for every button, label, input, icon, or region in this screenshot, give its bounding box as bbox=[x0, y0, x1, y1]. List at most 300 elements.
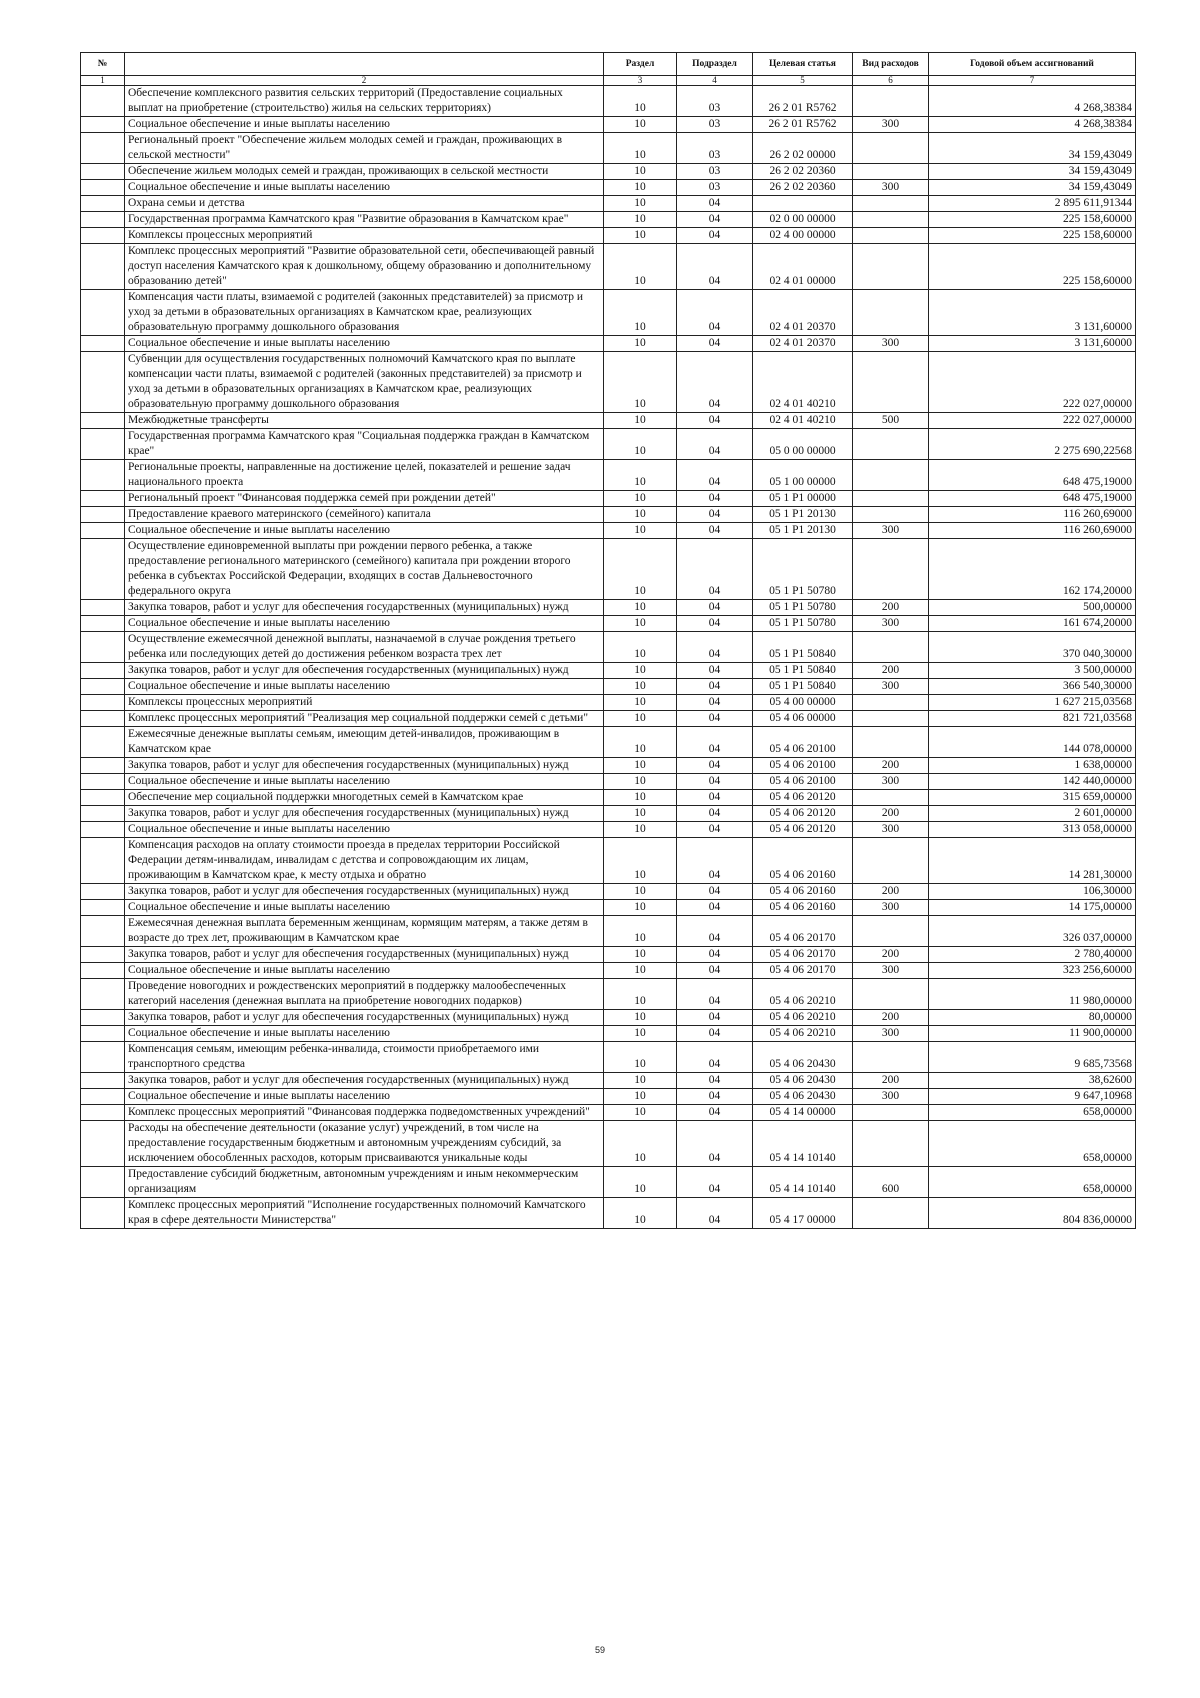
row-section: 10 bbox=[604, 244, 677, 290]
row-number-cell bbox=[81, 429, 125, 460]
row-name: Государственная программа Камчатского края "Социальная поддержка граждан в Камчатском крае" bbox=[125, 429, 604, 460]
row-section: 10 bbox=[604, 758, 677, 774]
table-row bbox=[81, 963, 1136, 979]
row-target-article: 05 4 06 20170 bbox=[753, 963, 853, 979]
row-name: Проведение новогодних и рождественских мероприятий в поддержку малообеспеченных категорий населения (денежная выплата на приобретение новогодних подарков) bbox=[125, 979, 604, 1010]
row-amount: 658,00000 bbox=[929, 1121, 1136, 1167]
row-number-cell bbox=[81, 884, 125, 900]
row-amount: 116 260,69000 bbox=[929, 523, 1136, 539]
header-section: Раздел bbox=[604, 53, 677, 76]
row-amount: 323 256,60000 bbox=[929, 963, 1136, 979]
table-row bbox=[81, 336, 1136, 352]
row-expense-type: 300 bbox=[853, 963, 929, 979]
row-target-article: 05 4 06 20160 bbox=[753, 838, 853, 884]
row-expense-type: 200 bbox=[853, 1010, 929, 1026]
row-subsection: 04 bbox=[677, 916, 753, 947]
row-section: 10 bbox=[604, 679, 677, 695]
row-expense-type bbox=[853, 727, 929, 758]
row-name: Социальное обеспечение и иные выплаты населению bbox=[125, 900, 604, 916]
row-target-article: 26 2 02 20360 bbox=[753, 164, 853, 180]
row-amount: 225 158,60000 bbox=[929, 228, 1136, 244]
row-expense-type bbox=[853, 429, 929, 460]
row-subsection: 04 bbox=[677, 1105, 753, 1121]
row-section: 10 bbox=[604, 1121, 677, 1167]
row-number-cell bbox=[81, 790, 125, 806]
row-number-cell bbox=[81, 806, 125, 822]
table-row bbox=[81, 228, 1136, 244]
row-target-article: 05 1 00 00000 bbox=[753, 460, 853, 491]
table-row bbox=[81, 916, 1136, 947]
table-row bbox=[81, 727, 1136, 758]
row-subsection: 04 bbox=[677, 806, 753, 822]
row-expense-type: 300 bbox=[853, 1026, 929, 1042]
row-subsection: 04 bbox=[677, 212, 753, 228]
header-annual-volume: Годовой объем ассигнований bbox=[929, 53, 1136, 76]
row-section: 10 bbox=[604, 1105, 677, 1121]
row-name: Закупка товаров, работ и услуг для обеспечения государственных (муниципальных) нужд bbox=[125, 758, 604, 774]
row-name: Комплекс процессных мероприятий "Финансовая поддержка подведомственных учреждений" bbox=[125, 1105, 604, 1121]
row-number-cell bbox=[81, 117, 125, 133]
row-target-article: 05 4 06 20210 bbox=[753, 1010, 853, 1026]
row-section: 10 bbox=[604, 180, 677, 196]
row-section: 10 bbox=[604, 822, 677, 838]
row-section: 10 bbox=[604, 429, 677, 460]
table-row bbox=[81, 632, 1136, 663]
row-number-cell bbox=[81, 180, 125, 196]
row-section: 10 bbox=[604, 523, 677, 539]
row-number-cell bbox=[81, 1167, 125, 1198]
row-target-article: 05 4 06 20160 bbox=[753, 884, 853, 900]
row-subsection: 04 bbox=[677, 963, 753, 979]
row-amount: 2 895 611,91344 bbox=[929, 196, 1136, 212]
table-row bbox=[81, 822, 1136, 838]
row-target-article: 26 2 02 00000 bbox=[753, 133, 853, 164]
table-row bbox=[81, 1167, 1136, 1198]
row-expense-type: 600 bbox=[853, 1167, 929, 1198]
row-expense-type bbox=[853, 164, 929, 180]
row-name: Социальное обеспечение и иные выплаты населению bbox=[125, 963, 604, 979]
row-section: 10 bbox=[604, 228, 677, 244]
row-expense-type: 200 bbox=[853, 947, 929, 963]
table-row bbox=[81, 774, 1136, 790]
row-name: Закупка товаров, работ и услуг для обеспечения государственных (муниципальных) нужд bbox=[125, 884, 604, 900]
row-target-article: 05 4 06 20120 bbox=[753, 806, 853, 822]
row-number-cell bbox=[81, 900, 125, 916]
table-row bbox=[81, 600, 1136, 616]
table-row bbox=[81, 164, 1136, 180]
row-number-cell bbox=[81, 758, 125, 774]
row-target-article: 05 4 14 10140 bbox=[753, 1167, 853, 1198]
row-section: 10 bbox=[604, 711, 677, 727]
row-target-article: 02 4 01 20370 bbox=[753, 336, 853, 352]
row-amount: 658,00000 bbox=[929, 1167, 1136, 1198]
table-row bbox=[81, 460, 1136, 491]
row-number-cell bbox=[81, 336, 125, 352]
row-expense-type bbox=[853, 711, 929, 727]
row-section: 10 bbox=[604, 117, 677, 133]
column-number: 5 bbox=[753, 76, 853, 86]
table-row bbox=[81, 616, 1136, 632]
row-section: 10 bbox=[604, 727, 677, 758]
table-row bbox=[81, 1121, 1136, 1167]
row-subsection: 04 bbox=[677, 947, 753, 963]
row-name: Комплекс процессных мероприятий "Развитие образовательной сети, обеспечивающей равный доступ населения Камчатского края к дошкольному, общему образованию и дополнительному образованию детей" bbox=[125, 244, 604, 290]
row-expense-type bbox=[853, 916, 929, 947]
row-number-cell bbox=[81, 523, 125, 539]
row-number-cell bbox=[81, 632, 125, 663]
column-number: 7 bbox=[929, 76, 1136, 86]
row-target-article: 26 2 02 20360 bbox=[753, 180, 853, 196]
row-name: Комплекс процессных мероприятий "Исполнение государственных полномочий Камчатского края в сфере деятельности Министерства" bbox=[125, 1198, 604, 1229]
row-number-cell bbox=[81, 838, 125, 884]
row-amount: 38,62600 bbox=[929, 1073, 1136, 1089]
table-row bbox=[81, 695, 1136, 711]
column-number: 2 bbox=[125, 76, 604, 86]
row-section: 10 bbox=[604, 632, 677, 663]
row-target-article: 05 4 06 20120 bbox=[753, 790, 853, 806]
row-name: Компенсация расходов на оплату стоимости проезда в пределах территории Российской Федерации детям-инвалидам, инвалидам с детства и сопровождающим их лицам, проживающим в Камчатском крае, к месту отдыха и обратно bbox=[125, 838, 604, 884]
row-number-cell bbox=[81, 460, 125, 491]
row-expense-type: 300 bbox=[853, 180, 929, 196]
row-number-cell bbox=[81, 774, 125, 790]
row-section: 10 bbox=[604, 413, 677, 429]
row-subsection: 04 bbox=[677, 491, 753, 507]
row-section: 10 bbox=[604, 884, 677, 900]
row-name: Социальное обеспечение и иные выплаты населению bbox=[125, 523, 604, 539]
row-subsection: 04 bbox=[677, 695, 753, 711]
row-name: Закупка товаров, работ и услуг для обеспечения государственных (муниципальных) нужд bbox=[125, 806, 604, 822]
row-name: Закупка товаров, работ и услуг для обеспечения государственных (муниципальных) нужд bbox=[125, 663, 604, 679]
row-name: Обеспечение мер социальной поддержки многодетных семей в Камчатском крае bbox=[125, 790, 604, 806]
row-name: Закупка товаров, работ и услуг для обеспечения государственных (муниципальных) нужд bbox=[125, 1010, 604, 1026]
row-subsection: 04 bbox=[677, 600, 753, 616]
row-expense-type bbox=[853, 790, 929, 806]
row-expense-type bbox=[853, 1198, 929, 1229]
row-target-article: 05 4 06 20100 bbox=[753, 727, 853, 758]
row-subsection: 04 bbox=[677, 228, 753, 244]
row-subsection: 04 bbox=[677, 663, 753, 679]
row-section: 10 bbox=[604, 663, 677, 679]
row-number-cell bbox=[81, 164, 125, 180]
row-expense-type bbox=[853, 290, 929, 336]
row-section: 10 bbox=[604, 916, 677, 947]
row-section: 10 bbox=[604, 900, 677, 916]
column-number: 1 bbox=[81, 76, 125, 86]
row-expense-type: 300 bbox=[853, 117, 929, 133]
row-amount: 658,00000 bbox=[929, 1105, 1136, 1121]
row-number-cell bbox=[81, 822, 125, 838]
row-subsection: 04 bbox=[677, 727, 753, 758]
row-section: 10 bbox=[604, 979, 677, 1010]
row-amount: 370 040,30000 bbox=[929, 632, 1136, 663]
table-row bbox=[81, 838, 1136, 884]
row-expense-type bbox=[853, 244, 929, 290]
column-number: 4 bbox=[677, 76, 753, 86]
row-target-article: 05 4 06 20160 bbox=[753, 900, 853, 916]
row-amount: 142 440,00000 bbox=[929, 774, 1136, 790]
row-amount: 1 627 215,03568 bbox=[929, 695, 1136, 711]
row-amount: 4 268,38384 bbox=[929, 117, 1136, 133]
row-target-article: 02 4 01 40210 bbox=[753, 413, 853, 429]
table-row bbox=[81, 507, 1136, 523]
row-subsection: 04 bbox=[677, 1198, 753, 1229]
row-expense-type: 200 bbox=[853, 884, 929, 900]
row-name: Межбюджетные трансферты bbox=[125, 413, 604, 429]
header-subsection: Подраздел bbox=[677, 53, 753, 76]
row-amount: 116 260,69000 bbox=[929, 507, 1136, 523]
row-expense-type bbox=[853, 86, 929, 117]
table-row bbox=[81, 758, 1136, 774]
row-target-article: 02 4 01 00000 bbox=[753, 244, 853, 290]
row-expense-type: 200 bbox=[853, 806, 929, 822]
row-amount: 366 540,30000 bbox=[929, 679, 1136, 695]
row-name: Компенсация семьям, имеющим ребенка-инвалида, стоимости приобретаемого ими транспортного средства bbox=[125, 1042, 604, 1073]
table-row bbox=[81, 290, 1136, 336]
row-target-article: 05 4 14 10140 bbox=[753, 1121, 853, 1167]
row-subsection: 03 bbox=[677, 86, 753, 117]
row-subsection: 04 bbox=[677, 352, 753, 413]
row-target-article: 02 4 01 20370 bbox=[753, 290, 853, 336]
row-subsection: 04 bbox=[677, 244, 753, 290]
row-section: 10 bbox=[604, 1010, 677, 1026]
row-name: Ежемесячные денежные выплаты семьям, имеющим детей-инвалидов, проживающим в Камчатском крае bbox=[125, 727, 604, 758]
row-number-cell bbox=[81, 86, 125, 117]
table-header-row bbox=[81, 53, 1136, 76]
row-amount: 11 900,00000 bbox=[929, 1026, 1136, 1042]
row-number-cell bbox=[81, 947, 125, 963]
row-target-article: 05 1 P1 00000 bbox=[753, 491, 853, 507]
row-expense-type: 300 bbox=[853, 616, 929, 632]
row-section: 10 bbox=[604, 336, 677, 352]
row-expense-type bbox=[853, 1105, 929, 1121]
budget-document bbox=[80, 52, 1135, 1229]
row-name: Региональные проекты, направленные на достижение целей, показателей и решение задач национального проекта bbox=[125, 460, 604, 491]
row-number-cell bbox=[81, 663, 125, 679]
row-amount: 648 475,19000 bbox=[929, 491, 1136, 507]
row-amount: 3 500,00000 bbox=[929, 663, 1136, 679]
row-name: Компенсация части платы, взимаемой с родителей (законных представителей) за присмотр и уход за детьми в образовательных организациях в Камчатском крае, реализующих образовательную программу дошкольного образования bbox=[125, 290, 604, 336]
row-name: Предоставление краевого материнского (семейного) капитала bbox=[125, 507, 604, 523]
row-target-article: 05 1 P1 50840 bbox=[753, 632, 853, 663]
row-name: Социальное обеспечение и иные выплаты населению bbox=[125, 679, 604, 695]
row-subsection: 04 bbox=[677, 290, 753, 336]
row-subsection: 04 bbox=[677, 460, 753, 491]
row-section: 10 bbox=[604, 1073, 677, 1089]
row-number-cell bbox=[81, 539, 125, 600]
row-number-cell bbox=[81, 1042, 125, 1073]
row-expense-type bbox=[853, 1042, 929, 1073]
row-name: Социальное обеспечение и иные выплаты населению bbox=[125, 822, 604, 838]
table-row bbox=[81, 884, 1136, 900]
row-target-article: 05 4 06 20210 bbox=[753, 979, 853, 1010]
row-section: 10 bbox=[604, 212, 677, 228]
row-target-article: 05 4 06 20210 bbox=[753, 1026, 853, 1042]
row-expense-type bbox=[853, 979, 929, 1010]
row-subsection: 04 bbox=[677, 822, 753, 838]
row-name: Социальное обеспечение и иные выплаты населению bbox=[125, 180, 604, 196]
header-name bbox=[125, 53, 604, 76]
row-target-article: 05 1 P1 50840 bbox=[753, 663, 853, 679]
row-section: 10 bbox=[604, 600, 677, 616]
row-subsection: 04 bbox=[677, 1010, 753, 1026]
row-section: 10 bbox=[604, 790, 677, 806]
row-amount: 14 281,30000 bbox=[929, 838, 1136, 884]
table-row bbox=[81, 711, 1136, 727]
row-subsection: 04 bbox=[677, 1089, 753, 1105]
row-target-article: 02 0 00 00000 bbox=[753, 212, 853, 228]
row-amount: 315 659,00000 bbox=[929, 790, 1136, 806]
row-name: Предоставление субсидий бюджетным, автономным учреждениям и иным некоммерческим организациям bbox=[125, 1167, 604, 1198]
row-target-article: 05 4 00 00000 bbox=[753, 695, 853, 711]
row-number-cell bbox=[81, 1198, 125, 1229]
row-expense-type: 200 bbox=[853, 663, 929, 679]
row-section: 10 bbox=[604, 164, 677, 180]
row-number-cell bbox=[81, 1105, 125, 1121]
row-target-article: 26 2 01 R5762 bbox=[753, 117, 853, 133]
row-expense-type bbox=[853, 212, 929, 228]
row-expense-type: 200 bbox=[853, 600, 929, 616]
row-amount: 4 268,38384 bbox=[929, 86, 1136, 117]
row-target-article: 05 4 06 00000 bbox=[753, 711, 853, 727]
table-row bbox=[81, 1042, 1136, 1073]
row-section: 10 bbox=[604, 806, 677, 822]
row-expense-type: 200 bbox=[853, 758, 929, 774]
table-row bbox=[81, 523, 1136, 539]
row-amount: 34 159,43049 bbox=[929, 164, 1136, 180]
row-expense-type: 300 bbox=[853, 679, 929, 695]
row-expense-type bbox=[853, 507, 929, 523]
row-number-cell bbox=[81, 695, 125, 711]
row-number-cell bbox=[81, 507, 125, 523]
row-target-article: 05 0 00 00000 bbox=[753, 429, 853, 460]
row-target-article: 02 4 00 00000 bbox=[753, 228, 853, 244]
row-amount: 3 131,60000 bbox=[929, 336, 1136, 352]
table-row bbox=[81, 900, 1136, 916]
row-name: Закупка товаров, работ и услуг для обеспечения государственных (муниципальных) нужд bbox=[125, 600, 604, 616]
row-subsection: 04 bbox=[677, 196, 753, 212]
row-subsection: 04 bbox=[677, 774, 753, 790]
row-target-article bbox=[753, 196, 853, 212]
row-subsection: 04 bbox=[677, 1167, 753, 1198]
row-amount: 9 647,10968 bbox=[929, 1089, 1136, 1105]
row-amount: 11 980,00000 bbox=[929, 979, 1136, 1010]
row-section: 10 bbox=[604, 460, 677, 491]
row-target-article: 05 1 P1 20130 bbox=[753, 507, 853, 523]
table-row bbox=[81, 1089, 1136, 1105]
row-name: Обеспечение комплексного развития сельских территорий (Предоставление социальных выплат на приобретение (строительство) жилья на сельских территориях) bbox=[125, 86, 604, 117]
row-section: 10 bbox=[604, 695, 677, 711]
table-row bbox=[81, 1198, 1136, 1229]
row-number-cell bbox=[81, 133, 125, 164]
row-number-cell bbox=[81, 1121, 125, 1167]
row-amount: 225 158,60000 bbox=[929, 212, 1136, 228]
row-target-article: 05 4 14 00000 bbox=[753, 1105, 853, 1121]
table-row bbox=[81, 491, 1136, 507]
row-subsection: 04 bbox=[677, 679, 753, 695]
table-row bbox=[81, 180, 1136, 196]
row-number-cell bbox=[81, 491, 125, 507]
row-section: 10 bbox=[604, 947, 677, 963]
row-expense-type: 500 bbox=[853, 413, 929, 429]
table-row bbox=[81, 117, 1136, 133]
table-row bbox=[81, 539, 1136, 600]
row-name: Социальное обеспечение и иные выплаты населению bbox=[125, 117, 604, 133]
row-target-article: 05 4 17 00000 bbox=[753, 1198, 853, 1229]
row-number-cell bbox=[81, 413, 125, 429]
table-row bbox=[81, 133, 1136, 164]
row-amount: 9 685,73568 bbox=[929, 1042, 1136, 1073]
column-number: 6 bbox=[853, 76, 929, 86]
row-target-article: 05 4 06 20430 bbox=[753, 1073, 853, 1089]
row-amount: 2 780,40000 bbox=[929, 947, 1136, 963]
row-section: 10 bbox=[604, 290, 677, 336]
row-subsection: 04 bbox=[677, 1042, 753, 1073]
row-name: Закупка товаров, работ и услуг для обеспечения государственных (муниципальных) нужд bbox=[125, 1073, 604, 1089]
row-expense-type bbox=[853, 695, 929, 711]
row-amount: 144 078,00000 bbox=[929, 727, 1136, 758]
row-target-article: 05 4 06 20430 bbox=[753, 1042, 853, 1073]
row-name: Региональный проект "Финансовая поддержка семей при рождении детей" bbox=[125, 491, 604, 507]
row-number-cell bbox=[81, 1026, 125, 1042]
row-expense-type: 300 bbox=[853, 336, 929, 352]
row-number-cell bbox=[81, 979, 125, 1010]
row-section: 10 bbox=[604, 539, 677, 600]
row-subsection: 04 bbox=[677, 790, 753, 806]
row-target-article: 02 4 01 40210 bbox=[753, 352, 853, 413]
row-section: 10 bbox=[604, 963, 677, 979]
row-subsection: 04 bbox=[677, 632, 753, 663]
row-target-article: 05 4 06 20100 bbox=[753, 774, 853, 790]
row-name: Закупка товаров, работ и услуг для обеспечения государственных (муниципальных) нужд bbox=[125, 947, 604, 963]
row-number-cell bbox=[81, 196, 125, 212]
row-name: Региональный проект "Обеспечение жильем молодых семей и граждан, проживающих в сельской местности" bbox=[125, 133, 604, 164]
row-name: Осуществление ежемесячной денежной выплаты, назначаемой в случае рождения третьего ребенка или последующих детей до достижения ребенком возраста трех лет bbox=[125, 632, 604, 663]
row-subsection: 04 bbox=[677, 523, 753, 539]
row-name: Социальное обеспечение и иные выплаты населению bbox=[125, 616, 604, 632]
row-amount: 500,00000 bbox=[929, 600, 1136, 616]
table-row bbox=[81, 352, 1136, 413]
row-amount: 3 131,60000 bbox=[929, 290, 1136, 336]
row-subsection: 04 bbox=[677, 616, 753, 632]
column-number: 3 bbox=[604, 76, 677, 86]
table-row bbox=[81, 790, 1136, 806]
row-expense-type bbox=[853, 1121, 929, 1167]
page-number: 59 bbox=[594, 1645, 605, 1655]
row-subsection: 04 bbox=[677, 1026, 753, 1042]
row-target-article: 05 4 06 20430 bbox=[753, 1089, 853, 1105]
row-expense-type: 300 bbox=[853, 822, 929, 838]
row-target-article: 26 2 01 R5762 bbox=[753, 86, 853, 117]
row-amount: 2 275 690,22568 bbox=[929, 429, 1136, 460]
row-amount: 34 159,43049 bbox=[929, 180, 1136, 196]
row-name: Охрана семьи и детства bbox=[125, 196, 604, 212]
row-expense-type bbox=[853, 539, 929, 600]
row-subsection: 04 bbox=[677, 838, 753, 884]
row-subsection: 04 bbox=[677, 758, 753, 774]
row-subsection: 04 bbox=[677, 507, 753, 523]
row-amount: 106,30000 bbox=[929, 884, 1136, 900]
row-subsection: 04 bbox=[677, 711, 753, 727]
row-subsection: 04 bbox=[677, 979, 753, 1010]
row-subsection: 03 bbox=[677, 133, 753, 164]
row-name: Комплекс процессных мероприятий "Реализация мер социальной поддержки семей с детьми" bbox=[125, 711, 604, 727]
row-number-cell bbox=[81, 727, 125, 758]
table-row bbox=[81, 1010, 1136, 1026]
row-target-article: 05 4 06 20170 bbox=[753, 947, 853, 963]
row-number-cell bbox=[81, 616, 125, 632]
row-section: 10 bbox=[604, 352, 677, 413]
table-row bbox=[81, 1105, 1136, 1121]
